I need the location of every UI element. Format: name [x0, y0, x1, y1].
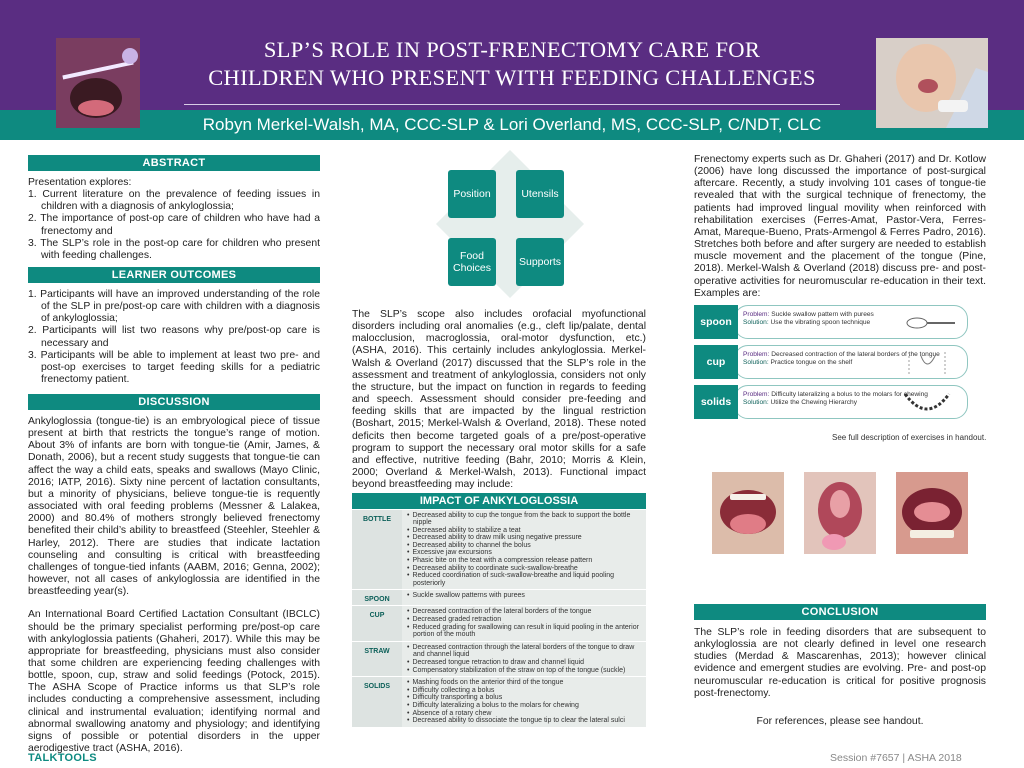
list-item: • Suckle swallow patterns with purees [405, 592, 643, 600]
exercise-note: See full description of exercises in handout. [832, 433, 987, 442]
exercise-card [734, 385, 968, 419]
list-item: 2. The importance of post-op care of children who have had a frenectomy and [28, 213, 320, 237]
list-item: • Difficulty lateralizing a bolus to the molars for chewing [405, 702, 643, 710]
authors: Robyn Merkel-Walsh, MA, CCC-SLP & Lori Overland, MS, CCC-SLP, C/NDT, CLC [202, 115, 822, 134]
solution-label: Solution: [743, 358, 769, 366]
list-item: • Difficulty collecting a bolus [405, 687, 643, 695]
impact-list [405, 644, 643, 674]
discussion-body [28, 416, 320, 755]
list-item: • Difficulty transporting a bolus [405, 694, 643, 702]
tongue-lift-photo [804, 472, 876, 554]
list-item: • Compensatory stabilization of the straw on top of the tongue (suckle) [405, 667, 643, 675]
list-item: • Absence of a rotary chew [405, 710, 643, 718]
problem-label: Problem: [743, 391, 770, 398]
outcomes-list [28, 289, 320, 386]
row-label: CUP [352, 606, 402, 641]
teeth-arch-illustration [895, 390, 959, 416]
conclusion-heading: CONCLUSION [694, 604, 986, 620]
row-label: SPOON [352, 590, 402, 606]
row-items [402, 606, 646, 641]
solution-label: Solution: [743, 398, 769, 406]
title-line-2: CHILDREN WHO PRESENT WITH FEEDING CHALLENGES [208, 65, 816, 90]
table-row [352, 677, 646, 727]
diagram-item-supports: Supports [516, 238, 564, 286]
list-item: • Reduced coordination of suck-swallow-breathe and liquid pooling posteriorly [405, 572, 643, 587]
session-label: Session #7657 | ASHA 2018 [830, 752, 962, 764]
row-items [402, 641, 646, 676]
impact-table [352, 493, 646, 727]
list-item: • Reduced grading for swallowing can result in liquid pooling in the anterior portion of the mouth [405, 624, 643, 639]
child-procedure-photo [876, 38, 988, 128]
impact-list [405, 608, 643, 638]
tongue-shelf-illustration [895, 350, 959, 376]
list-item: 1. Current literature on the prevalence of feeding issues in children with a diagnosis of ankyloglossia; [28, 189, 320, 213]
solution-text: Practice tongue on the shelf [770, 358, 853, 366]
solution-label: Solution: [743, 318, 769, 326]
learner-outcomes-heading: LEARNER OUTCOMES [28, 267, 320, 283]
discussion-paragraph: Ankyloglossia (tongue-tie) is an embryological piece of tissue present at birth that restricts the tongue’s range of motion. About 3% of infants are born with tongue-tie (Amir, James, & Donath, 2006), but a recent study suggests that tongue-tie can affect the way a child eats, speaks and swallows (Mayo Clinic, 2016; IATP, 2016). Sixty nine percent of lactation consultants, but a minority of physicians, believe tongue-tie is requently associated with oral feeding problems (Messner & Lalakea, 2000) and 80.4% of mothers strongly believed frenectomy benefited their child’s ability to breastfeed (Steehler, Steehler & Harley, 2012). There are studies that indicate lactation counseling and consulting is critical with breastfeeding challenges of tongue-tied infants (AABM, 2016; Genna, 2002); however, not all cases of ankyloglossia are identified in the breastfeeding year(s). [28, 416, 320, 598]
table-row [352, 641, 646, 676]
problem-text: Suckle swallow pattern with purees [771, 311, 874, 318]
list-item: 1. Participants will have an improved understanding of the role of the SLP in pre/post-op care with children with a diagnosis of ankyloglossia; [28, 289, 320, 325]
logo-text: TALKTOOLS [28, 752, 97, 764]
problem-label: Problem: [743, 351, 770, 358]
conclusion-body: The SLP’s role in feeding disorders that are subsequent to ankyloglossia are not clearly defined in level one research studies (Merdad & Mascarenhas, 2013); however clinical evidence and emergent studies are evolving. Pre- and post-op neuromuscular re-education is critical for positive prognosis post-frenectomy. [694, 627, 986, 699]
title-line-1: SLP’S ROLE IN POST-FRENECTOMY CARE FOR [263, 37, 761, 62]
list-item: 3. The SLP’s role in the post-op care for children who present with feeding challenges. [28, 237, 320, 261]
list-item: • Decreased contraction through the lateral borders of the tongue to draw and channel liquid [405, 644, 643, 659]
table-row [352, 509, 646, 590]
row-items [402, 509, 646, 590]
table-row [352, 590, 646, 606]
list-item: • Decreased ability to channel the bolus [405, 542, 643, 550]
exercise-card [734, 345, 968, 379]
impact-list [405, 679, 643, 725]
abstract-body [28, 177, 320, 262]
poster-title [160, 36, 864, 92]
impact-table-body [352, 509, 646, 727]
problem-label: Problem: [743, 311, 770, 318]
list-item: 3. Participants will be able to implement at least two pre- and post-op exercises to target feeding skills for a pediatric frenectomy patient. [28, 349, 320, 386]
learner-outcomes-body [28, 289, 320, 386]
impact-list [405, 592, 643, 600]
row-items [402, 677, 646, 727]
references-note: For references, please see handout. [756, 716, 924, 727]
exercise-row-cup [694, 345, 968, 379]
diagram-item-food-choices: Food Choices [448, 238, 496, 286]
frenectomy-paragraph: Frenectomy experts such as Dr. Ghaheri (2017) and Dr. Kotlow (2006) have long discussed the importance of post-surgical aftercare. Recently, a study involving 101 cases of tongue-tie revealed that with the surgical technique of frenectomy, the patients had improved lingual movility when reinforced with rehabilitation exercises (Ferres-Amat, Pastor-Vera, Ferres-Amat, Mareque-Bueno, Prats-Armengol & Ferres Padro, 2016). Stretches both before and after surgery are needed to establish muscle movement and the placement of the tongue (Pine, 2018). Merkel-Walsh & Overland (2018) discuss pre- and post-operative activities for neuromuscular re-education in their text. Examples are: [694, 154, 986, 299]
talktools-logo [28, 752, 97, 764]
row-label: SOLIDS [352, 677, 402, 727]
problem-text: Decreased contraction of the lateral borders of the tongue [771, 351, 940, 358]
exercise-tag: solids [694, 385, 738, 419]
list-item: • Phasic bite on the teat with a compression release pattern [405, 557, 643, 565]
list-item: • Decreased contraction of the lateral borders of the tongue [405, 608, 643, 616]
discussion-paragraph: An International Board Certified Lactation Consultant (IBCLC) should be the primary specialist performing pre/post-op care with ankyloglossia patients (Ghaheri, 2017). While this may be appropriate for breastfeeding, physicians must also consider that some children are experiencing feeding challenges with bottle, spoon, cup, straw and solid feedings (Potock, 2015). The ASHA Scope of Practice informs us that SLP’s role includes conducting a comprehensive assessment, including clinical and instrumental evaluation; identifying normal and abnormal swallowing anatomy and physiology; and identifying signs of possible or potential disorders in the upper aerodigestive tract (ASHA, 2016). [28, 609, 320, 755]
title-divider [184, 104, 840, 105]
row-label: STRAW [352, 641, 402, 676]
problem-text: Difficulty lateralizing a bolus to the molars for chewing [771, 391, 928, 398]
discussion-heading: DISCUSSION [28, 394, 320, 410]
table-row [352, 606, 646, 641]
abstract-list [28, 189, 320, 262]
scope-paragraph: The SLP’s scope also includes orofacial myofunctional disorders including oral anomalies (e.g., cleft lip/palate, dental malocclusion, macroglossia, oral-motor dysfunction, etc.) (ASHA, 2016). This certainly includes ankyloglossia. Merkel-Walsh & Overland (2017) discussed that the SLP’s role in the assessment and treatment of ankyloglossia, considers not only the structure, but the impact on function in regards to feeding and speech. Assessment should consider pre-feeding and feeding skills that are impacted by the lingual restriction (Boshart, 2015; Merkel-Walsh & Overland, 2018). These noted deficits then become targeted goals of a pre/post-operative program to support the necessary oral motor skills for a safe and effective, nutritive feeding (Bahr, 2010; Morris & Klein, 2000; Overland & Merkel-Walsh, 2013). Functional impact beyond breastfeeding may include: [352, 309, 646, 491]
list-item: • Excessive jaw excursions [405, 549, 643, 557]
impact-list [405, 512, 643, 588]
exercise-tag: spoon [694, 305, 738, 339]
impact-table-heading: IMPACT OF ANKYLOGLOSSIA [352, 493, 646, 509]
diagram-item-utensils: Utensils [516, 170, 564, 218]
child-mouth-photo [712, 472, 784, 554]
list-item: • Decreased graded retraction [405, 616, 643, 624]
abstract-heading: ABSTRACT [28, 155, 320, 171]
abstract-intro: Presentation explores: [28, 177, 132, 188]
row-items [402, 590, 646, 606]
exercise-row-spoon [694, 305, 968, 339]
list-item: • Decreased ability to draw milk using negative pressure [405, 534, 643, 542]
list-item: • Mashing foods on the anterior third of the tongue [405, 679, 643, 687]
exercise-card [734, 305, 968, 339]
exercise-tag: cup [694, 345, 738, 379]
open-mouth-photo [56, 38, 140, 128]
diagram-item-position: Position [448, 170, 496, 218]
list-item: 2. Participants will list two reasons why pre/post-op care is necessary and [28, 325, 320, 349]
child-teeth-photo [896, 472, 968, 554]
row-label: BOTTLE [352, 509, 402, 590]
list-item: • Decreased ability to cup the tongue from the back to support the bottle nipple [405, 512, 643, 527]
poster-header [0, 0, 1024, 140]
list-item: • Decreased ability to coordinate suck-swallow-breathe [405, 565, 643, 573]
list-item: • Decreased ability to stabilize a teat [405, 527, 643, 535]
spoon-illustration [895, 310, 959, 336]
list-item: • Decreased ability to dissociate the tongue tip to clear the lateral sulci [405, 717, 643, 725]
list-item: • Decreased tongue retraction to draw and channel liquid [405, 659, 643, 667]
solution-text: Utilize the Chewing Hierarchy [770, 398, 858, 406]
solution-text: Use the vibrating spoon technique [770, 318, 871, 326]
exercise-row-solids [694, 385, 968, 419]
feeding-factors-diagram [436, 150, 584, 298]
